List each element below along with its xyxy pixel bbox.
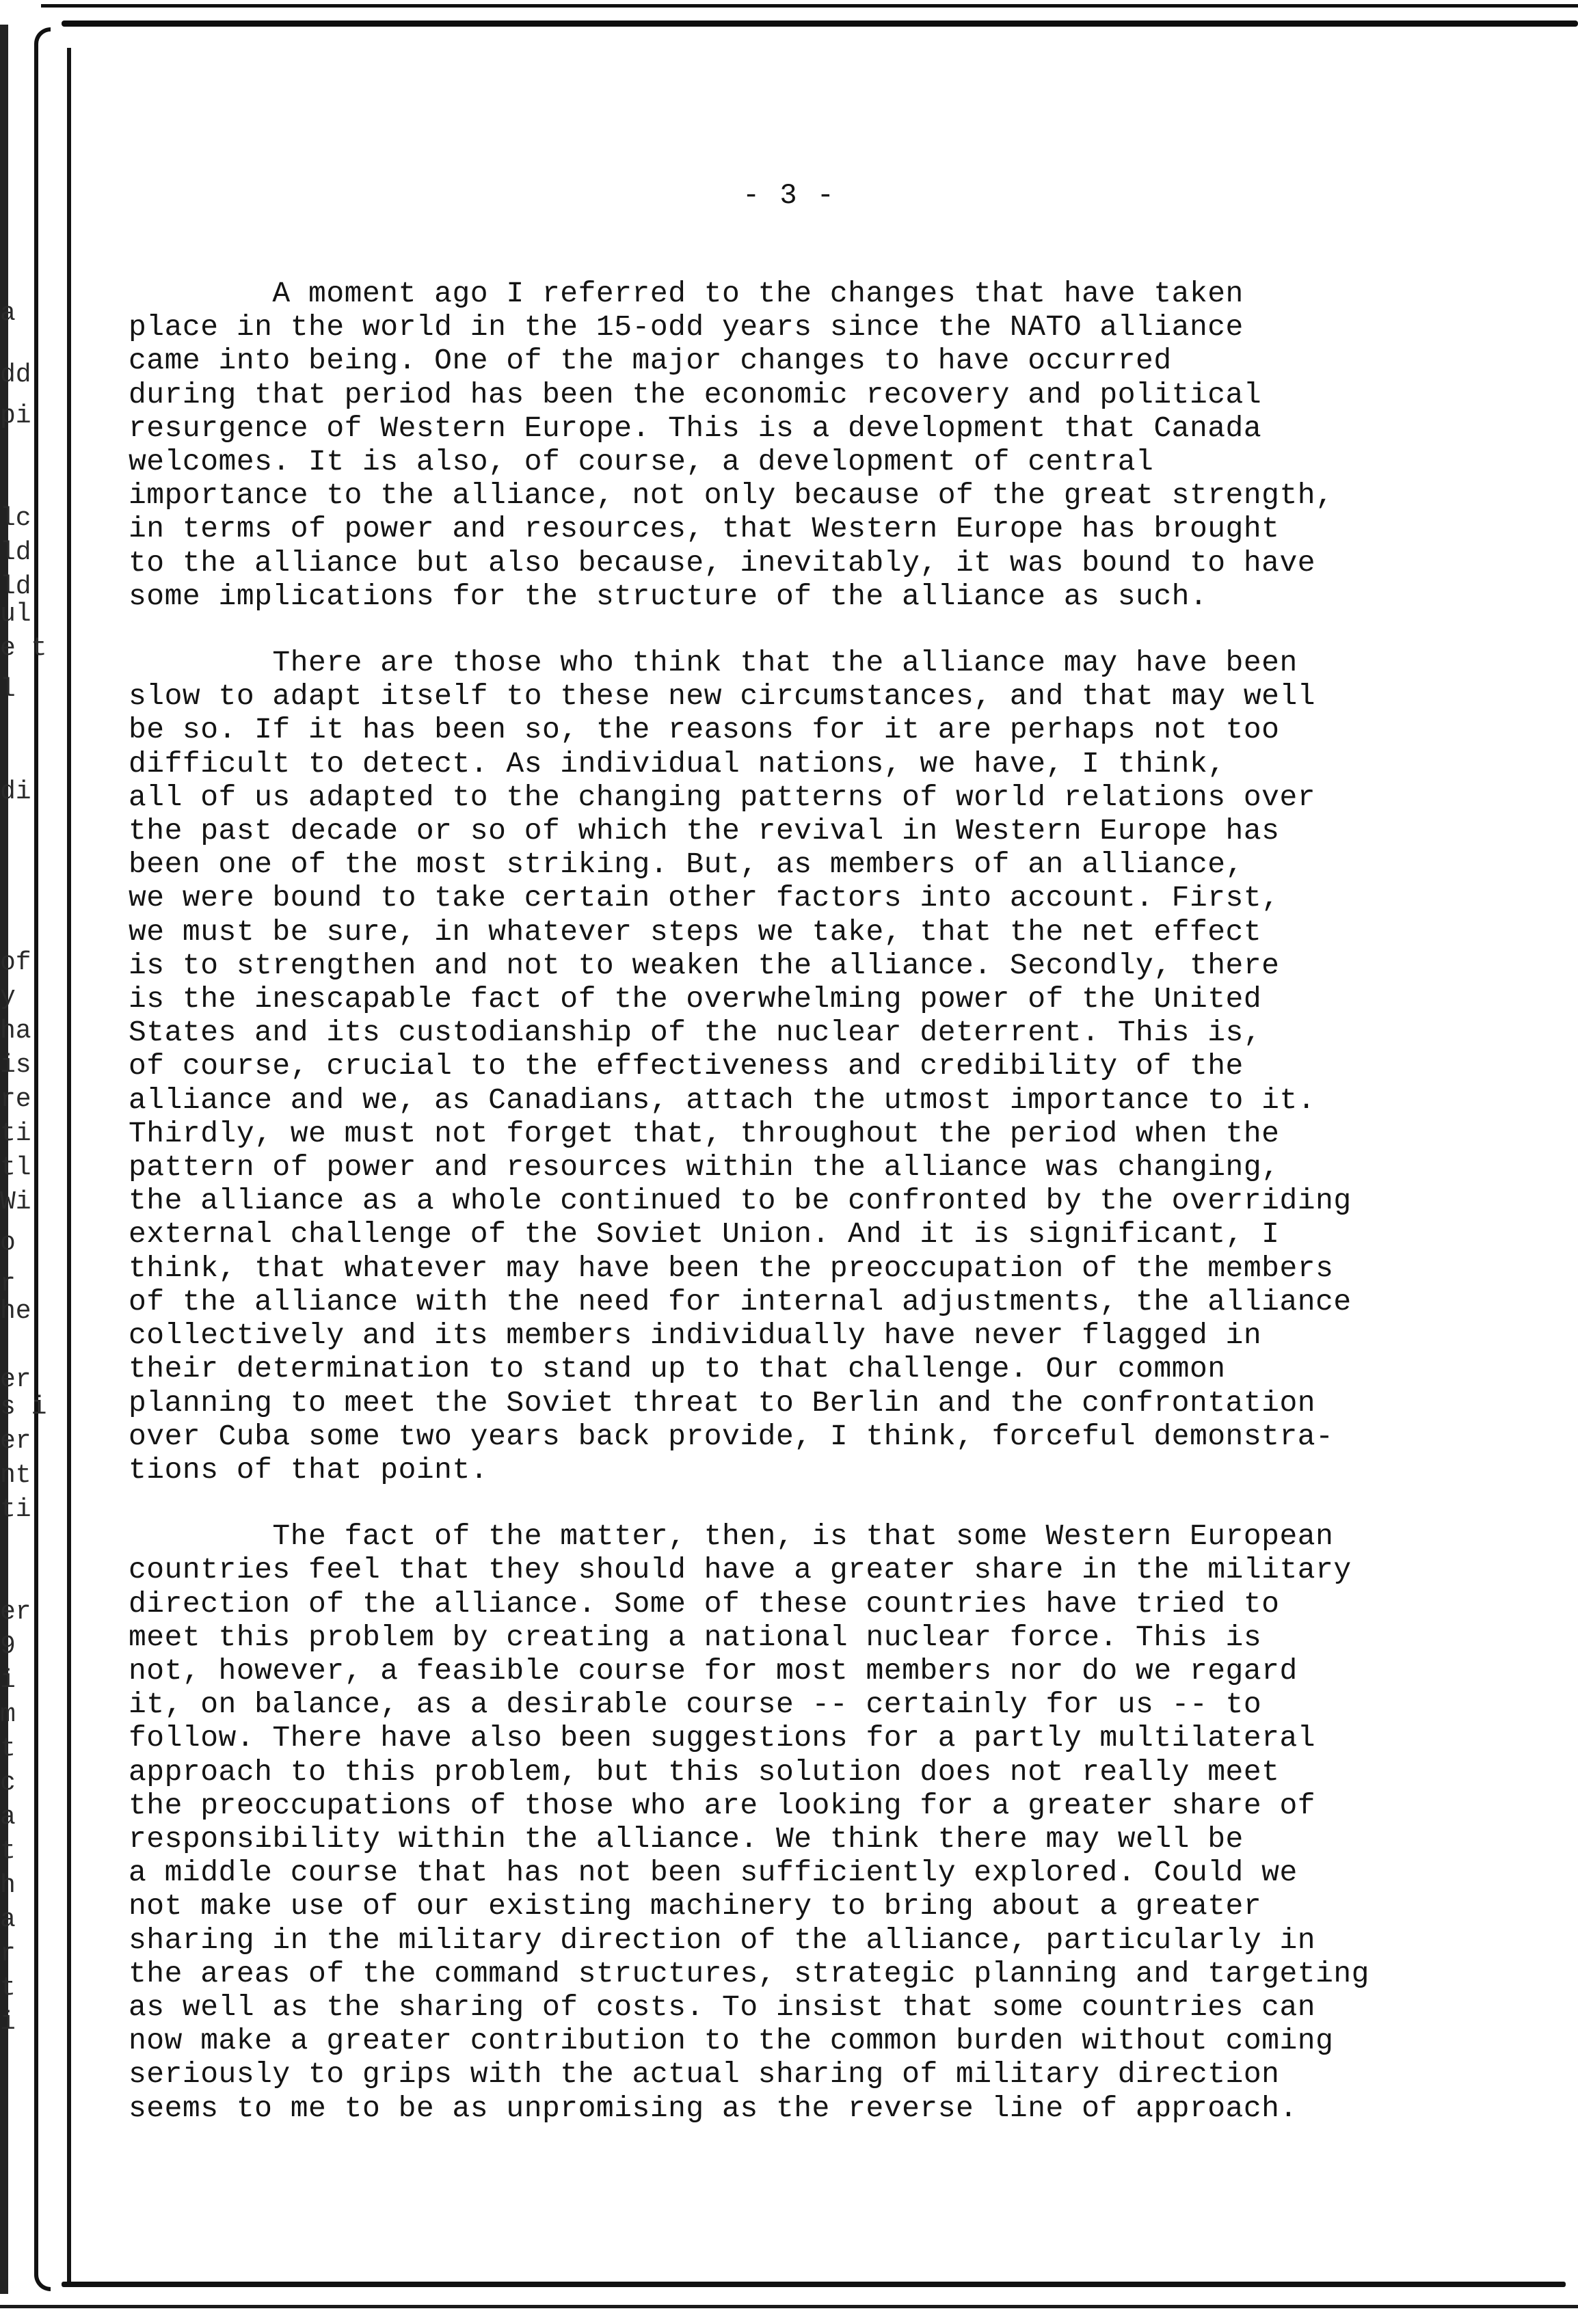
bleed-fragment: tl [0, 1153, 31, 1183]
text-line: their determination to stand up to that challenge. Our common [129, 1352, 1226, 1386]
bleed-fragment: a [0, 1905, 16, 1934]
text-line: some implications for the structure of the alliance as such. [129, 579, 1208, 613]
bleed-fragment: o [0, 1228, 16, 1258]
bleed-fragment: re [0, 1085, 31, 1114]
bleed-fragment: y [0, 982, 16, 1012]
text-line: been one of the most striking. But, as members of an alliance, [129, 848, 1244, 882]
paragraph [129, 1519, 1551, 2125]
text-line: meet this problem by creating a national nuclear force. This is [129, 1620, 1262, 1654]
text-line: to the alliance but also because, inevitably, it was bound to have [129, 545, 1316, 580]
text-line: not, however, a feasible course for most members nor do we regard [129, 1653, 1298, 1688]
bleed-fragment: ld [0, 538, 31, 567]
text-line: over Cuba some two years back provide, I think, forceful demonstra- [129, 1419, 1334, 1453]
bleed-fragment: ha [0, 1016, 31, 1046]
bleed-fragment: he [0, 1297, 31, 1326]
text-line: planning to meet the Soviet threat to Berlin and the confrontation [129, 1386, 1316, 1420]
bleed-fragment: i [0, 2008, 16, 2037]
text-line: it, on balance, as a desirable course -- certainly for us -- to [129, 1688, 1262, 1722]
text-line: The fact of the matter, then, is that some Western European [129, 1519, 1334, 1554]
text-line: difficult to detect. As individual nations, we have, I think, [129, 746, 1226, 781]
text-line: of course, crucial to the effectiveness and credibility of the [129, 1049, 1244, 1083]
text-line: external challenge of the Soviet Union. And it is significant, I [129, 1217, 1280, 1252]
text-line: Thirdly, we must not forget that, throughout the period when the [129, 1116, 1280, 1150]
text-line: States and its custodianship of the nuclear deterrent. This is, [129, 1016, 1262, 1050]
text-line: slow to adapt itself to these new circumstances, and that may well [129, 679, 1316, 714]
text-line: is the inescapable fact of the overwhelming power of the United [129, 982, 1262, 1016]
text-line: not make use of our existing machinery to bring about a greater [129, 1889, 1262, 1923]
text-line: the alliance as a whole continued to be confronted by the overriding [129, 1184, 1352, 1218]
text-line: a middle course that has not been sufficiently explored. Could we [129, 1856, 1298, 1890]
bleed-fragment: er [0, 1427, 31, 1456]
text-line: responsibility within the alliance. We think there may well be [129, 1822, 1244, 1856]
text-line: we must be sure, in whatever steps we take, that the net effect [129, 915, 1262, 949]
bleed-fragment: Wi [0, 1187, 31, 1217]
bleed-fragment: lc [0, 504, 31, 533]
text-line: as well as the sharing of costs. To insist that some countries can [129, 1990, 1316, 2024]
bleed-fragment: t [0, 1973, 16, 2003]
bleed-fragment: ul [0, 599, 31, 629]
text-line: now make a greater contribution to the common burden without coming [129, 2024, 1334, 2058]
text-line: approach to this problem, but this solution does not really meet [129, 1755, 1280, 1789]
bleed-fragment: ti [0, 1495, 31, 1524]
bleed-fragment: nt [0, 1461, 31, 1490]
bleed-fragment: di [0, 777, 31, 807]
text-line: sharing in the military direction of the alliance, particularly in [129, 1923, 1316, 1957]
bleed-fragment: dd [0, 360, 31, 390]
page-number: - 3 - [742, 179, 836, 212]
text-line: tions of that point. [129, 1452, 489, 1487]
text-line: There are those who think that the alliance may have been [129, 646, 1298, 680]
bleed-fragment: t [0, 1734, 16, 1764]
text-line: think, that whatever may have been the preoccupation of the members [129, 1251, 1334, 1285]
bleed-fragment: m [0, 1700, 16, 1729]
text-line: the past decade or so of which the revival in Western Europe has [129, 814, 1280, 848]
text-line: came into being. One of the major changes to have occurred [129, 344, 1172, 378]
bleed-fragment: e t [0, 634, 47, 663]
bleed-fragment: l [0, 675, 16, 704]
adjacent-page-bleed [0, 0, 47, 2324]
bleed-fragment: of [0, 948, 31, 977]
text-line: seriously to grips with the actual sharing of military direction [129, 2057, 1280, 2092]
text-line: resurgence of Western Europe. This is a development that Canada [129, 411, 1262, 445]
bleed-fragment: is [0, 1051, 31, 1080]
text-line: in terms of power and resources, that Western Europe has brought [129, 512, 1280, 546]
text-line: we were bound to take certain other factors into account. First, [129, 881, 1280, 915]
text-line: alliance and we, as Canadians, attach the utmost importance to it. [129, 1083, 1316, 1117]
text-line: collectively and its members individually have never flagged in [129, 1319, 1262, 1353]
bottom-border-line [0, 2305, 1578, 2308]
bleed-fragment: a [0, 1802, 16, 1832]
text-line: of the alliance with the need for internal adjustments, the alliance [129, 1284, 1352, 1319]
text-line: follow. There have also been suggestions for a partly multilateral [129, 1721, 1316, 1755]
top-border-line [41, 4, 1578, 8]
text-line: the areas of the command structures, strategic planning and targeting [129, 1956, 1369, 1990]
text-line: during that period has been the economic recovery and political [129, 377, 1262, 411]
text-line: place in the world in the 15-odd years since the NATO alliance [129, 310, 1244, 344]
document-body [129, 277, 1551, 2158]
bleed-fragment: t [0, 1837, 16, 1866]
bleed-fragment: i [0, 1666, 16, 1695]
text-line: importance to the alliance, not only because of the great strength, [129, 478, 1334, 513]
text-line: all of us adapted to the changing patterns of world relations over [129, 780, 1316, 814]
text-line: seems to me to be as unpromising as the reverse line of approach. [129, 2091, 1298, 2125]
bottom-border-thick-line [62, 2282, 1566, 2287]
text-line: pattern of power and resources within the alliance was changing, [129, 1150, 1280, 1185]
left-margin-rule [67, 48, 71, 2283]
text-line: is to strengthen and not to weaken the alliance. Secondly, there [129, 948, 1280, 982]
bleed-fragment: s i [0, 1392, 47, 1422]
bleed-fragment: r [0, 1269, 16, 1299]
bleed-fragment: ld [0, 572, 31, 602]
text-line: the preoccupations of those who are looking for a greater share of [129, 1788, 1316, 1822]
text-line: countries feel that they should have a greater share in the military [129, 1553, 1352, 1587]
bleed-fragment: h [0, 1871, 16, 1900]
paragraph [129, 277, 1551, 613]
bleed-fragment: a [0, 299, 16, 328]
bleed-fragment: c [0, 1768, 16, 1798]
text-line: welcomes. It is also, of course, a development of central [129, 445, 1154, 479]
text-line: be so. If it has been so, the reasons for it are perhaps not too [129, 713, 1280, 747]
text-line: A moment ago I referred to the changes that have taken [129, 277, 1244, 310]
bleed-fragment: pi [0, 401, 31, 431]
bleed-fragment: er [0, 1365, 31, 1394]
top-border-thick-line [62, 21, 1578, 27]
bleed-fragment: r [0, 1939, 16, 1969]
paragraph [129, 646, 1551, 1487]
bleed-fragment: ti [0, 1119, 31, 1148]
bleed-fragment: er [0, 1597, 31, 1627]
bleed-fragment: 9 [0, 1632, 16, 1661]
text-line: direction of the alliance. Some of these countries have tried to [129, 1586, 1280, 1621]
left-page-curve [34, 27, 51, 2291]
